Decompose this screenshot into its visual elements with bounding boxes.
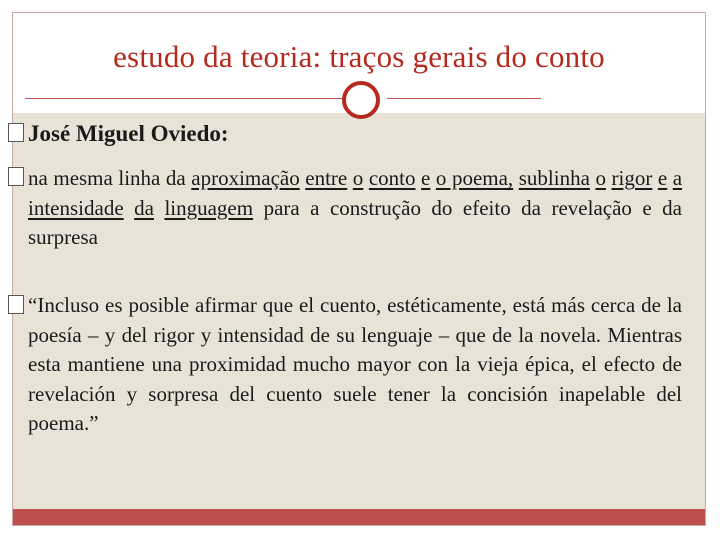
underlined-phrase: a [672, 166, 683, 190]
underlined-phrase: entre [305, 166, 348, 190]
text-run [154, 196, 164, 220]
summary-paragraph [28, 164, 682, 253]
bottom-accent-bar [13, 509, 705, 525]
title-divider-right [387, 98, 541, 99]
underlined-phrase: e [657, 166, 668, 190]
title-divider-left [25, 98, 355, 99]
bullet-box-icon [8, 167, 24, 186]
underlined-phrase: intensidade [28, 195, 124, 220]
underlined-phrase: linguagem [164, 195, 254, 220]
bullet-box-icon [8, 123, 24, 142]
text-run [124, 196, 134, 220]
quote-paragraph: “Incluso es posible afirmar que el cuento, estéticamente, está más cerca de la poesía – y del rigor y intensidad de su lenguaje – que de la novela. Mientras esta mantiene una proximidad mucho mayor con la vieja épica, el efecto de revelación y sorpresa del cuento suele tener la concisión inapelable del poema.” [28, 293, 682, 435]
underlined-phrase: rigor [611, 166, 653, 190]
text-run: na mesma linha da [28, 166, 192, 190]
underlined-phrase: aproximação [191, 166, 300, 190]
circle-ornament-icon [342, 81, 380, 119]
underlined-phrase: o [352, 166, 364, 190]
text-run: para a construção do efeito da revelação e da surpresa [28, 195, 683, 249]
slide-title: estudo da teoria: traços gerais do conto [113, 39, 605, 74]
underlined-phrase: e [421, 166, 431, 190]
slide-frame [12, 12, 706, 526]
underlined-phrase: da [134, 195, 154, 220]
author-heading: José Miguel Oviedo: [28, 121, 229, 146]
underlined-phrase: conto [368, 166, 416, 190]
underlined-phrase: o poema, [435, 166, 514, 190]
underlined-phrase: sublinha [518, 166, 590, 190]
bullet-box-icon [8, 295, 24, 314]
underlined-phrase: o [595, 166, 606, 190]
